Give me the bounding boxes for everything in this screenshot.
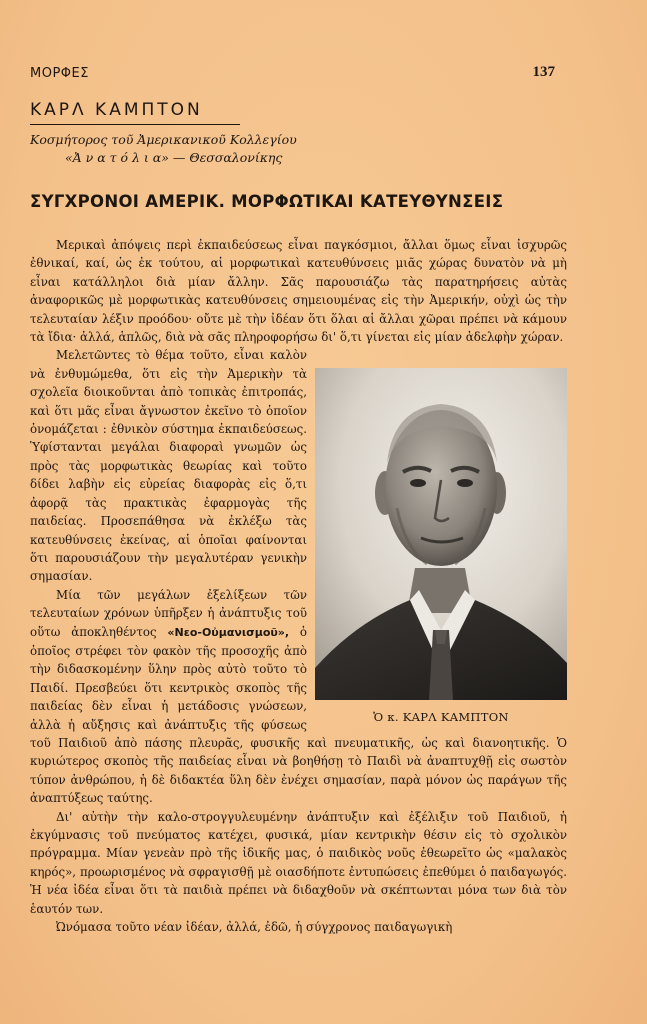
paragraph-3-text-b: ὁ ὁποῖος στρέφει τὸν φακὸν τῆς προσοχῆς ἀπὸ τὴν διδασκομένην ὕλην πρὸς αὐτὸ τοῦτο τὸ Παιδί. Πρεσβεύει ὅτι κεντρικὸς σκοπὸς τῆς παιδείας δὲν εἶναι ἡ μετάδοσις γνώσεων, ἀλλὰ ἡ αὔξησις καὶ ἀνάπτυξις τῆς φύσεως τοῦ Παιδιοῦ ἀπὸ πάσης πλευρᾶς, φυσικῆς καὶ πνευματικῆς, ὡς καὶ διανοητικῆς. Ὁ κυριώτερος σκοπὸς τῆς παιδείας εἶναι νὰ βοηθήσῃ τὸ Παιδὶ νὰ ἀναπτυχθῇ εἰς σωστὸν τύπον ἀνθρώπου, ἡ δὲ διδακτέα ὕλη δὲν ἐνέχει σημασίαν, παρὰ μόνον ὡς παράγων τῆς ἀναπτύξεως ταύτης.: [30, 624, 567, 806]
author-affiliation: [30, 131, 297, 167]
article-body: [30, 236, 567, 936]
portrait-caption: Ὁ κ. ΚΑΡΛ ΚΑΜΠΤΟΝ: [373, 710, 509, 725]
author-rule: [30, 124, 240, 125]
paragraph-5: Ὠνόμασα τοῦτο νέαν ἰδέαν, ἀλλά, ἐδῶ, ἡ σύγχρονος παιδαγωγικὴ: [56, 920, 453, 935]
paragraph-2: Μελετῶντες τὸ θέμα τοῦτο, εἶναι καλὸν νὰ ἐνθυμώμεθα, ὅτι εἰς τὴν Ἀμερικὴν τὰ σχολεῖα διοικοῦνται ἀπὸ τοπικὰς ἐπιτροπάς, καὶ ὅτι μᾶς εἶναι ἄγνωστον ἐκεῖνο τὸ ὁποῖον ὀνομάζεται : ἐθνικὸν σύστημα ἐκπαιδεύσεως. Ὑφίστανται μεγάλαι διαφοραὶ γνωμῶν ὡς πρὸς τὰς μορφωτικὰς θεωρίας καὶ τοῦτο δίδει λαβὴν εἰς εὐρείας διαφορὰς εἰς ὅ,τι ἀφορᾷ τὰς πρακτικὰς ἐφαρμογὰς τῆς παιδείας. Προσεπάθησα νὰ ἐκλέξω τὰς κατευθύνσεις ἐκείνας, αἱ ὁποῖαι φαίνονται ὅτι παρουσιάζουν τὴν μεγαλυτέραν γενικὴν σημασίαν.: [30, 348, 307, 584]
portrait-photo: [315, 368, 567, 700]
article-title: ΣΥΓΧΡΟΝΟΙ ΑΜΕΡΙΚ. ΜΟΡΦΩΤΙΚΑΙ ΚΑΤΕΥΘΥΝΣΕΙΣ: [30, 192, 504, 211]
page-number: 137: [532, 64, 555, 80]
portrait-figure: [315, 368, 567, 726]
portrait-illustration: [315, 368, 567, 700]
author-name: ΚΑΡΛ ΚΑΜΠΤΟΝ: [30, 100, 203, 120]
paragraph-3-text-a: Μία τῶν μεγάλων ἐξελίξεων τῶν τελευταίων χρόνων ὑπῆρξεν ἡ ἀνάπτυξις τοῦ οὕτω ἀποκληθέντος: [30, 587, 307, 639]
paragraph-4: Δι' αὐτὴν τὴν καλο-στρογγυλευμένην ἀνάπτυξιν καὶ ἐξέλιξιν τοῦ Παιδιοῦ, ἡ ἐκγύμνασις τοῦ πνεύματος κατέχει, φυσικά, μίαν κεντρικὴν θέσιν εἰς τὸ σχολικὸν πρόγραμμα. Μίαν γενεὰν πρὸ τῆς ἰδικῆς μας, ὁ παιδικὸς νοῦς ἐθεωρεῖτο ὡς «μαλακὸς κηρός», προωρισμένος νὰ σφραγισθῇ μὲ οιασδήποτε ἐντυπώσεις ἐπεθύμει ὁ παιδαγωγός. Ἡ νέα ἰδέα εἶναι ὅτι τὰ παιδιὰ πρέπει νὰ διδαχθοῦν νὰ σκέπτωνται μόνα των διὰ τὸν ἑαυτόν των.: [30, 809, 567, 916]
neo-humanism-term: «Νεο-Οὐμανισμοῦ»,: [167, 625, 290, 639]
running-title: ΜΟΡΦΕΣ: [30, 66, 89, 81]
paragraph-1: Μερικαὶ ἀπόψεις περὶ ἐκπαιδεύσεως εἶναι παγκόσμιοι, ἄλλαι ὅμως εἶναι ἰσχυρῶς ἐθνικαί, καί, ὡς ἐκ τούτου, αἱ μορφωτικαὶ κατευθύνσεις μιᾶς χώρας δυνατὸν νὰ μὴ εἶναι κατάλληλοι διὰ μίαν ἄλλην. Σᾶς παρουσιάζω τὰς παρατηρήσεις αὐτὰς ἀναφορικῶς μὲ μορφωτικὰς κατευθύνσεις σημειουμένας εἰς τὴν Ἀμερικήν, οὐχὶ ὡς τὴν τελευταίαν λέξιν προόδου· οὔτε μὲ τὴν ἰδέαν ὅτι ὅλαι αἱ ἄλλαι χῶραι πρέπει νὰ κάμουν τὰ ἴδια· ἀλλά, ἁπλῶς, διὰ νὰ σᾶς πληροφορήσω δι' ὅ,τι γίνεται εἰς μίαν ἀδελφὴν χώραν.: [30, 238, 567, 345]
affiliation-line-2: «Ἀ ν α τ ό λ ι α» — Θεσσαλονίκης: [65, 150, 283, 165]
affiliation-line-1: Κοσμήτορος τοῦ Ἀμερικανικοῦ Κολλεγίου: [30, 132, 297, 147]
